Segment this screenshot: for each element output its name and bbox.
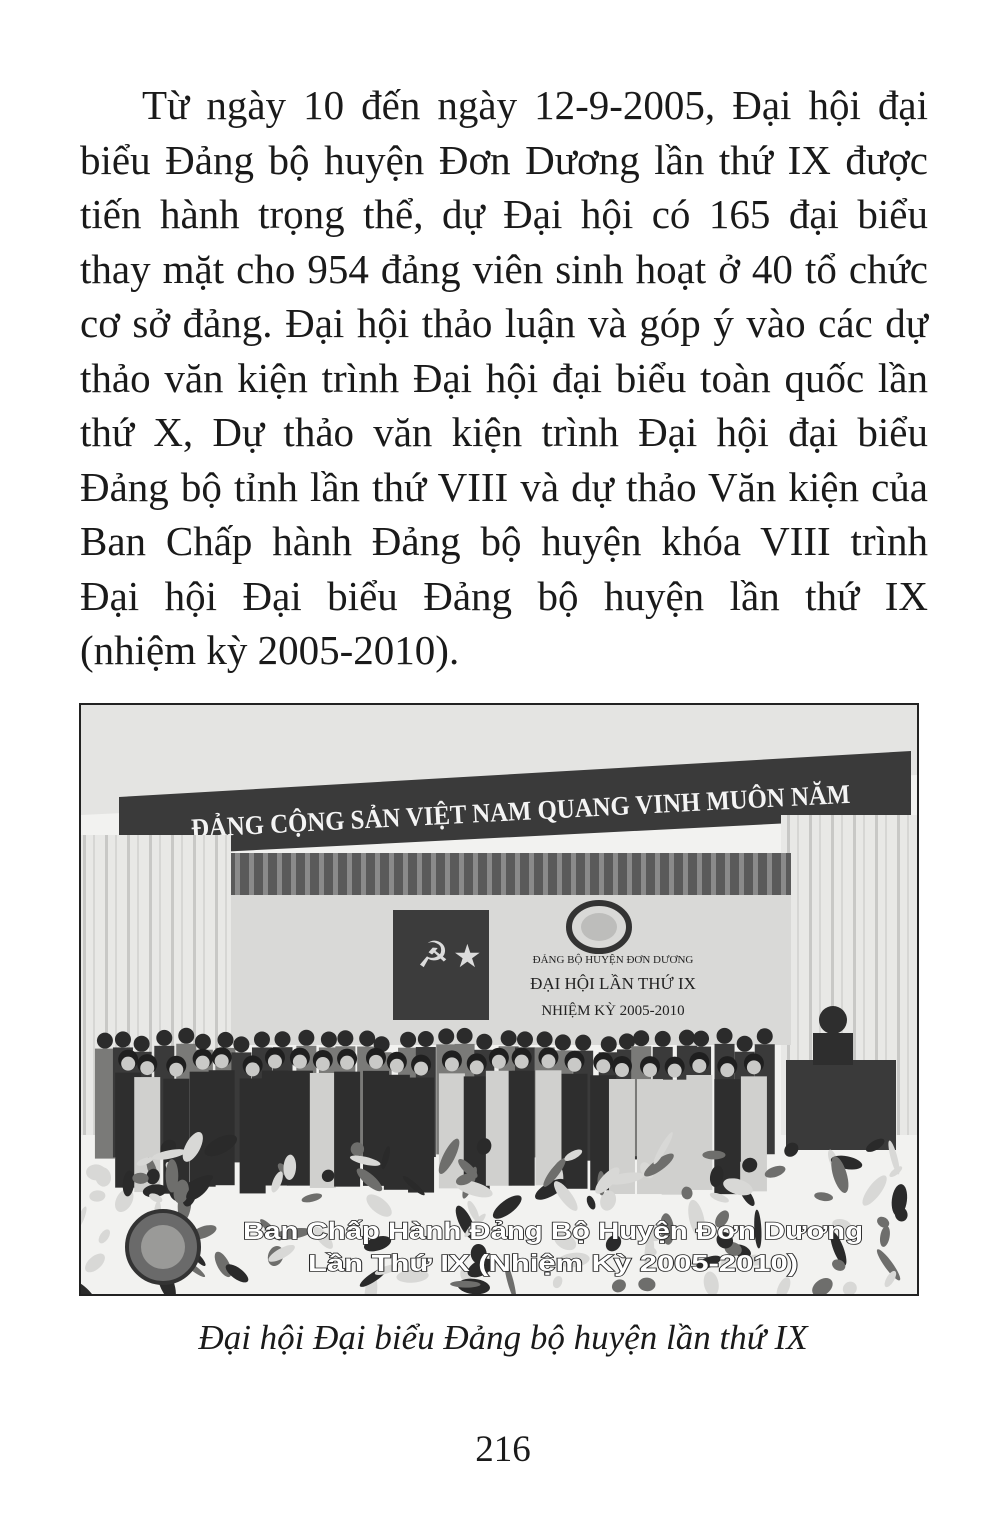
body-line: Đảng bộ tỉnh lần thứ VIII và dự thảo Văn kiện của (80, 463, 928, 510)
stage-line-3: NHIỆM KỲ 2005-2010 (541, 1003, 685, 1019)
delegate-face (369, 1055, 383, 1069)
delegate-head (337, 1030, 353, 1046)
delegate-head (517, 1031, 533, 1047)
delegate-head (438, 1028, 454, 1044)
delegate-head (400, 1032, 416, 1048)
delegate-face (668, 1064, 682, 1078)
delegate-head (537, 1031, 553, 1047)
delegate-head (217, 1032, 233, 1048)
banner-text: ĐẢNG CỘNG SẢN VIỆT NAM QUANG VINH MUÔN NĂM (190, 775, 910, 844)
stage-line-1: ĐẢNG BỘ HUYỆN ĐƠN DƯƠNG (532, 954, 694, 966)
delegate-face (692, 1059, 706, 1073)
body-paragraph (80, 78, 928, 678)
delegate-body (240, 1078, 266, 1193)
delegate-face (169, 1063, 183, 1077)
delegate-face (293, 1055, 307, 1069)
delegate-body (562, 1074, 588, 1189)
flower-leaf (702, 1151, 725, 1160)
body-line: thảo văn kiện trình Đại hội đại biểu toàn quốc lần (80, 354, 928, 401)
delegate-head (418, 1031, 434, 1047)
delegate-head (195, 1034, 211, 1050)
stage-line-2: ĐẠI HỘI LẦN THỨ IX (530, 974, 696, 993)
delegate-head (757, 1028, 773, 1044)
delegate-body (209, 1070, 235, 1185)
body-line: thay mặt cho 954 đảng viên sinh hoạt ở 40 tổ chức (80, 245, 928, 292)
delegate-face (196, 1056, 210, 1070)
delegate-head (601, 1036, 617, 1052)
body-line: Ban Chấp hành Đảng bộ huyện khóa VIII trình (80, 518, 928, 564)
delegate-head (359, 1031, 375, 1047)
speaker-body (813, 1033, 853, 1065)
delegate-face (568, 1058, 582, 1072)
body-line: tiến hành trọng thể, dự Đại hội có 165 đại biểu (80, 191, 928, 237)
delegate-face (541, 1054, 555, 1068)
delegate-body (95, 1049, 115, 1159)
delegate-face (596, 1059, 610, 1073)
delegate-face (215, 1054, 229, 1068)
delegate-body (334, 1072, 360, 1187)
overlay-line-2: Lần Thứ IX (Nhiệm Kỳ 2005-2010) (308, 1250, 798, 1276)
delegate-head (476, 1034, 492, 1050)
delegate-body (686, 1075, 712, 1190)
delegate-head (97, 1033, 113, 1049)
delegate-head (575, 1035, 591, 1051)
delegate-face (316, 1057, 330, 1071)
emblem-center (581, 913, 617, 941)
seal-center (141, 1225, 185, 1269)
congress-photo (79, 703, 919, 1296)
delegate-body (509, 1071, 535, 1186)
delegate-body (384, 1075, 410, 1190)
delegate-face (414, 1062, 428, 1076)
delegate-head (134, 1036, 150, 1052)
delegate-head (457, 1028, 473, 1044)
photo-illustration (81, 705, 917, 1294)
delegate-head (178, 1028, 194, 1044)
delegate-face (268, 1055, 282, 1069)
delegate-head (254, 1031, 270, 1047)
hammer-sickle-icon: ☭ (417, 935, 450, 976)
delegate-body (408, 1078, 434, 1193)
curtain-valance (231, 853, 791, 895)
delegate-head (737, 1036, 753, 1052)
delegate-face (246, 1062, 260, 1076)
delegate-head (693, 1031, 709, 1047)
delegate-face (747, 1060, 761, 1074)
delegate-face (340, 1056, 354, 1070)
delegate-head (275, 1031, 291, 1047)
delegate-face (445, 1057, 459, 1071)
overlay-line-1: Ban Chấp Hành Đảng Bộ Huyện Đơn Dương (243, 1218, 863, 1245)
delegate-head (717, 1028, 733, 1044)
delegate-face (390, 1059, 404, 1073)
delegate-face (121, 1057, 135, 1071)
delegate-head (115, 1031, 131, 1047)
delegate-head (655, 1031, 671, 1047)
delegate-head (156, 1030, 172, 1046)
delegate-face (615, 1063, 629, 1077)
delegate-head (233, 1036, 249, 1052)
photo-caption: Đại hội Đại biểu Đảng bộ huyện lần thứ IX (198, 1318, 808, 1357)
body-line: Từ ngày 10 đến ngày 12-9-2005, Đại hội đại (142, 82, 928, 128)
page-number: 216 (475, 1429, 531, 1470)
delegate-face (720, 1063, 734, 1077)
flower-leaf (166, 1159, 179, 1192)
delegate-head (633, 1030, 649, 1046)
stage-backdrop (231, 895, 791, 1045)
delegate-face (470, 1060, 484, 1074)
body-line: biểu Đảng bộ huyện Đơn Dương lần thứ IX được (80, 136, 928, 183)
delegate-body (310, 1073, 336, 1188)
delegate-head (321, 1031, 337, 1047)
delegate-head (298, 1030, 314, 1046)
delegate-face (515, 1055, 529, 1069)
delegate-face (140, 1061, 154, 1075)
podium (786, 1060, 896, 1150)
delegate-body (486, 1071, 512, 1186)
body-line: (nhiệm kỳ 2005-2010). (80, 627, 460, 673)
delegate-body (662, 1080, 688, 1195)
body-line: Đại hội Đại biểu Đảng bộ huyện lần thứ IX (80, 572, 928, 619)
delegate-head (555, 1034, 571, 1050)
delegate-face (492, 1055, 506, 1069)
delegate-head (679, 1030, 695, 1046)
delegate-face (643, 1063, 657, 1077)
delegate-body (741, 1076, 767, 1191)
speaker (819, 1006, 847, 1034)
delegate-head (501, 1030, 517, 1046)
body-line: thứ X, Dự thảo văn kiện trình Đại hội đại biểu (80, 409, 928, 455)
star-icon: ★ (453, 937, 482, 975)
body-line: cơ sở đảng. Đại hội thảo luận và góp ý vào các dự (80, 300, 928, 346)
